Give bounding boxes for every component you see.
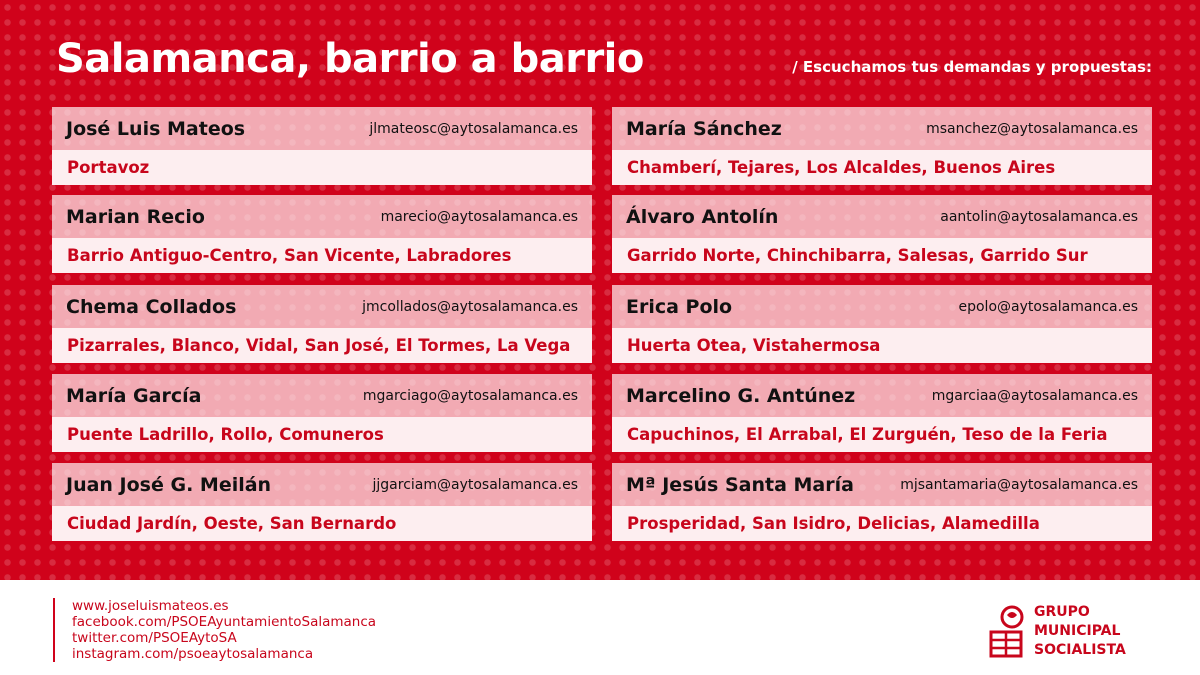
contact-name: María Sánchez xyxy=(626,117,782,140)
contact-area: Chamberí, Tejares, Los Alcaldes, Buenos Aires xyxy=(612,150,1152,185)
contact-name: Juan José G. Meilán xyxy=(66,473,272,496)
instagram-link[interactable]: instagram.com/psoeaytosalamanca xyxy=(72,646,314,662)
logo-line-1: GRUPO xyxy=(1034,604,1090,620)
contact-area: Capuchinos, El Arrabal, El Zurguén, Teso de la Feria xyxy=(612,417,1152,452)
contact-email[interactable]: jlmateosc@aytosalamanca.es xyxy=(369,120,578,137)
contact-card xyxy=(612,463,1152,541)
contact-card xyxy=(52,463,592,541)
twitter-link[interactable]: twitter.com/PSOEAytoSA xyxy=(72,630,237,646)
contact-name: María García xyxy=(66,384,202,407)
contact-card xyxy=(612,285,1152,363)
contact-name: Erica Polo xyxy=(626,295,733,318)
contact-name: Álvaro Antolín xyxy=(626,205,779,228)
psoe-logo xyxy=(988,603,1126,660)
contact-card xyxy=(612,195,1152,273)
website-link[interactable]: www.joseluismateos.es xyxy=(72,598,229,614)
contact-header xyxy=(612,285,1152,328)
contact-header xyxy=(612,195,1152,238)
contact-name: Marian Recio xyxy=(66,205,205,228)
contact-name: Mª Jesús Santa María xyxy=(626,473,854,496)
contact-email[interactable]: mgarciaa@aytosalamanca.es xyxy=(931,387,1138,404)
contact-card xyxy=(52,374,592,452)
contact-area: Ciudad Jardín, Oeste, San Bernardo xyxy=(52,506,592,541)
contact-card xyxy=(52,285,592,363)
contact-card xyxy=(52,107,592,185)
footer-links xyxy=(53,598,376,662)
contact-header xyxy=(612,107,1152,150)
page-title: Salamanca, barrio a barrio xyxy=(56,36,644,82)
contact-name: José Luis Mateos xyxy=(66,117,246,140)
contact-card xyxy=(612,374,1152,452)
contact-area: Garrido Norte, Chinchibarra, Salesas, Garrido Sur xyxy=(612,238,1152,273)
contact-area: Barrio Antiguo-Centro, San Vicente, Labradores xyxy=(52,238,592,273)
contact-area: Pizarrales, Blanco, Vidal, San José, El Tormes, La Vega xyxy=(52,328,592,363)
contact-header xyxy=(612,463,1152,506)
contact-email[interactable]: mgarciago@aytosalamanca.es xyxy=(362,387,578,404)
contact-header xyxy=(52,107,592,150)
contact-email[interactable]: jjgarciam@aytosalamanca.es xyxy=(372,476,578,493)
contact-email[interactable]: marecio@aytosalamanca.es xyxy=(380,208,578,225)
contact-area: Prosperidad, San Isidro, Delicias, Alamedilla xyxy=(612,506,1152,541)
contact-area: Puente Ladrillo, Rollo, Comuneros xyxy=(52,417,592,452)
contact-header xyxy=(52,463,592,506)
logo-line-3: SOCIALISTA xyxy=(1034,642,1126,658)
contact-header xyxy=(52,374,592,417)
contact-email[interactable]: mjsantamaria@aytosalamanca.es xyxy=(900,476,1138,493)
contact-email[interactable]: epolo@aytosalamanca.es xyxy=(958,298,1138,315)
logo-line-2: MUNICIPAL xyxy=(1034,623,1121,639)
contact-area: Portavoz xyxy=(52,150,592,185)
contact-header xyxy=(612,374,1152,417)
contact-name: Chema Collados xyxy=(66,295,237,318)
fist-rose-icon xyxy=(988,604,1026,660)
contact-email[interactable]: jmcollados@aytosalamanca.es xyxy=(362,298,578,315)
contact-header xyxy=(52,285,592,328)
page-subtitle: / Escuchamos tus demandas y propuestas: xyxy=(792,58,1152,76)
contact-area: Huerta Otea, Vistahermosa xyxy=(612,328,1152,363)
contact-email[interactable]: aantolin@aytosalamanca.es xyxy=(940,208,1138,225)
contact-header xyxy=(52,195,592,238)
contact-name: Marcelino G. Antúnez xyxy=(626,384,856,407)
contact-card xyxy=(612,107,1152,185)
contact-card xyxy=(52,195,592,273)
contact-email[interactable]: msanchez@aytosalamanca.es xyxy=(926,120,1138,137)
facebook-link[interactable]: facebook.com/PSOEAyuntamientoSalamanca xyxy=(72,614,377,630)
